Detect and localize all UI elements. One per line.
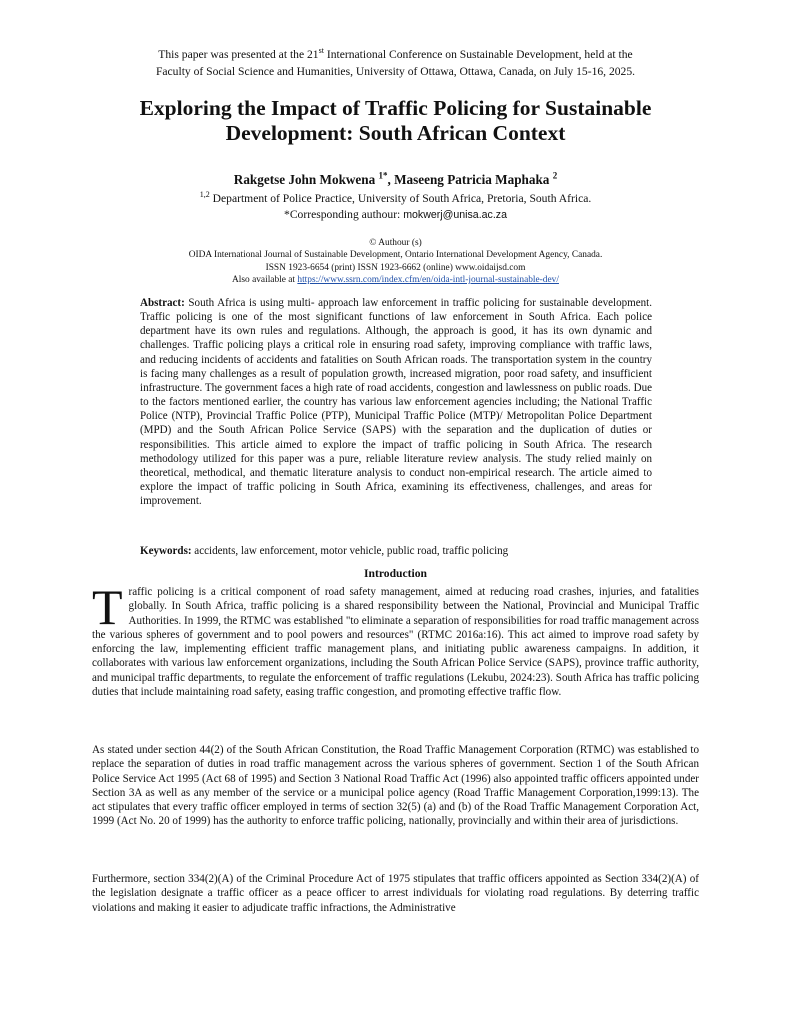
keywords xyxy=(140,544,652,558)
author-1-superscript: 1* xyxy=(378,170,388,181)
keywords-label: Keywords: xyxy=(140,545,192,557)
title-line-1: Exploring the Impact of Traffic Policing for Sustainable xyxy=(139,96,652,120)
affiliation-superscript: 1,2 xyxy=(199,190,210,200)
introduction-heading: Introduction xyxy=(364,567,427,580)
author-2-superscript: 2 xyxy=(552,170,558,181)
corresponding-email[interactable]: mokwerj@unisa.ac.za xyxy=(403,209,507,221)
conference-note-line2: Faculty of Social Science and Humanities, University of Ottawa, Ottawa, Canada, on July 15-16, 2025. xyxy=(155,65,636,78)
introduction-paragraph-3: Furthermore, section 334(2)(A) of the Criminal Procedure Act of 1975 stipulates that traffic officers appointed as Section 334(2)(A) of the legislation designate a traffic officer as a peace officer to arrest individuals for violating road regulations. By deterring traffic violations and making it easier to adjudicate traffic infractions, the Administrative xyxy=(92,873,699,914)
keywords-text: accidents, law enforcement, motor vehicle, public road, traffic policing xyxy=(191,545,509,557)
title-line-2: Development: South African Context xyxy=(225,121,566,145)
introduction-paragraph-1 xyxy=(92,579,699,699)
drop-cap: T xyxy=(92,579,123,635)
issn-line: ISSN 1923-6654 (print) ISSN 1923-6662 (online) www.oidaijsd.com xyxy=(265,262,526,273)
affiliation-block xyxy=(60,191,731,223)
copyright-notice: © Authour (s) xyxy=(369,238,422,248)
journal-name: OIDA International Journal of Sustainable Development, Ontario International Development Agency, Canada. xyxy=(188,250,603,261)
author-2-name: Maseeng Patricia Maphaka xyxy=(394,172,553,187)
corresponding-label: *Corresponding authour: xyxy=(284,208,404,221)
paragraph-1-text: raffic policing is a critical component of road safety management, aimed at reducing road crashes, injuries, and fatalities globally. In South Africa, traffic policing is a shared responsibility between the National, Provincial and Municipal Traffic Authorities. In 1999, the RTMC was established "to eliminate a separation of responsibilities for road traffic management across the various spheres of government and to pool powers and resources" (RTMC 2016a:16). This act aimed to improve road safety by enforcing the law, implementing efficient traffic management plans, and initiating public awareness campaigns. In addition, it collaborates with various law enforcement organizations, including the South African Police Service (SAPS), province traffic authority, and municipal traffic departments, to regulate the enforcement of traffic regulations (Lekubu, 2024:23). South Africa has traffic policing duties that include maintaining road safety, easing traffic congestion, and promoting effective traffic flow. xyxy=(92,586,699,699)
conference-note xyxy=(60,46,731,80)
abstract-text: South Africa is using multi- approach law enforcement in traffic policing for sustainable development. Traffic policing is one of the most significant functions of law enforcement in South Africa. Each police department have its own rules and regulations. Although, the approach is good, it has its own dynamic and challenges. Traffic policing plays a critical role in ensuring road safety, improving compliance with traffic laws, and reducing incidents of accidents and fatalities on South African roads. The transportation system in the country is facing many challenges as a result of population growth, increased migration, poor road safety, and insufficient infrastructure. The government faces a high rate of road accidents, congestion and lawlessness on public roads. Due to the factors mentioned earlier, the country has various law enforcement agencies including; the National Traffic Police (NTP), Provincial Traffic Police (PTP), Municipal Traffic Police (MTP)/ Metropolitan Police Department (MPD) and the South African Police Service (SAPS) with the separation and the duplication of duties or responsibilities. This article aimed to explore the impact of traffic policing in South Africa. The research methodology utilized for this paper was a pure, reliable literature review analysis. The study relied mainly on theoretical, methodical, and thematic literature analysis to conduct non-empirical research. The article aimed to explore the impact of traffic policing in South Africa, examining its effectiveness, challenges, and areas for improvement. xyxy=(140,297,652,508)
author-list xyxy=(60,172,731,188)
abstract-label: Abstract: xyxy=(140,297,185,309)
also-available-label: Also available at xyxy=(232,275,298,286)
author-separator: , xyxy=(387,172,395,187)
publication-info xyxy=(60,237,731,287)
ordinal-superscript: st xyxy=(318,46,324,56)
introduction-paragraph-2: As stated under section 44(2) of the South African Constitution, the Road Traffic Management Corporation (RTMC) was established to replace the separation of duties in road traffic management across the various spheres of government. Section 1 of the South African Police Service Act 1995 (Act 68 of 1995) and Section 3 National Road Traffic Act (1996) also appointed traffic officers appointed under Section 3A as well as any member of the service or a municipal police agency (Road Traffic Management Corporation,1999:13). The act stipulates that every traffic officer employed in terms of section 32(5) (a) and (b) of the Road Traffic Management Corporation Act, 1999 (Act No. 20 of 1999) has the authority to enforce traffic policing, nationally, provincially and within their area of jurisdictions. xyxy=(92,744,699,828)
affiliation-text: Department of Police Practice, University of South Africa, Pretoria, South Africa. xyxy=(209,192,592,205)
abstract xyxy=(140,296,652,508)
ssrn-link[interactable]: https://www.ssrn.com/index.cfm/en/oida-intl-journal-sustainable-dev/ xyxy=(297,275,559,286)
conference-note-text-cont: International Conference on Sustainable Development, held at the xyxy=(323,48,633,61)
author-1-name: Rakgetse John Mokwena xyxy=(233,172,379,187)
conference-note-text: This paper was presented at the 21 xyxy=(158,48,319,61)
paper-title xyxy=(60,96,731,146)
